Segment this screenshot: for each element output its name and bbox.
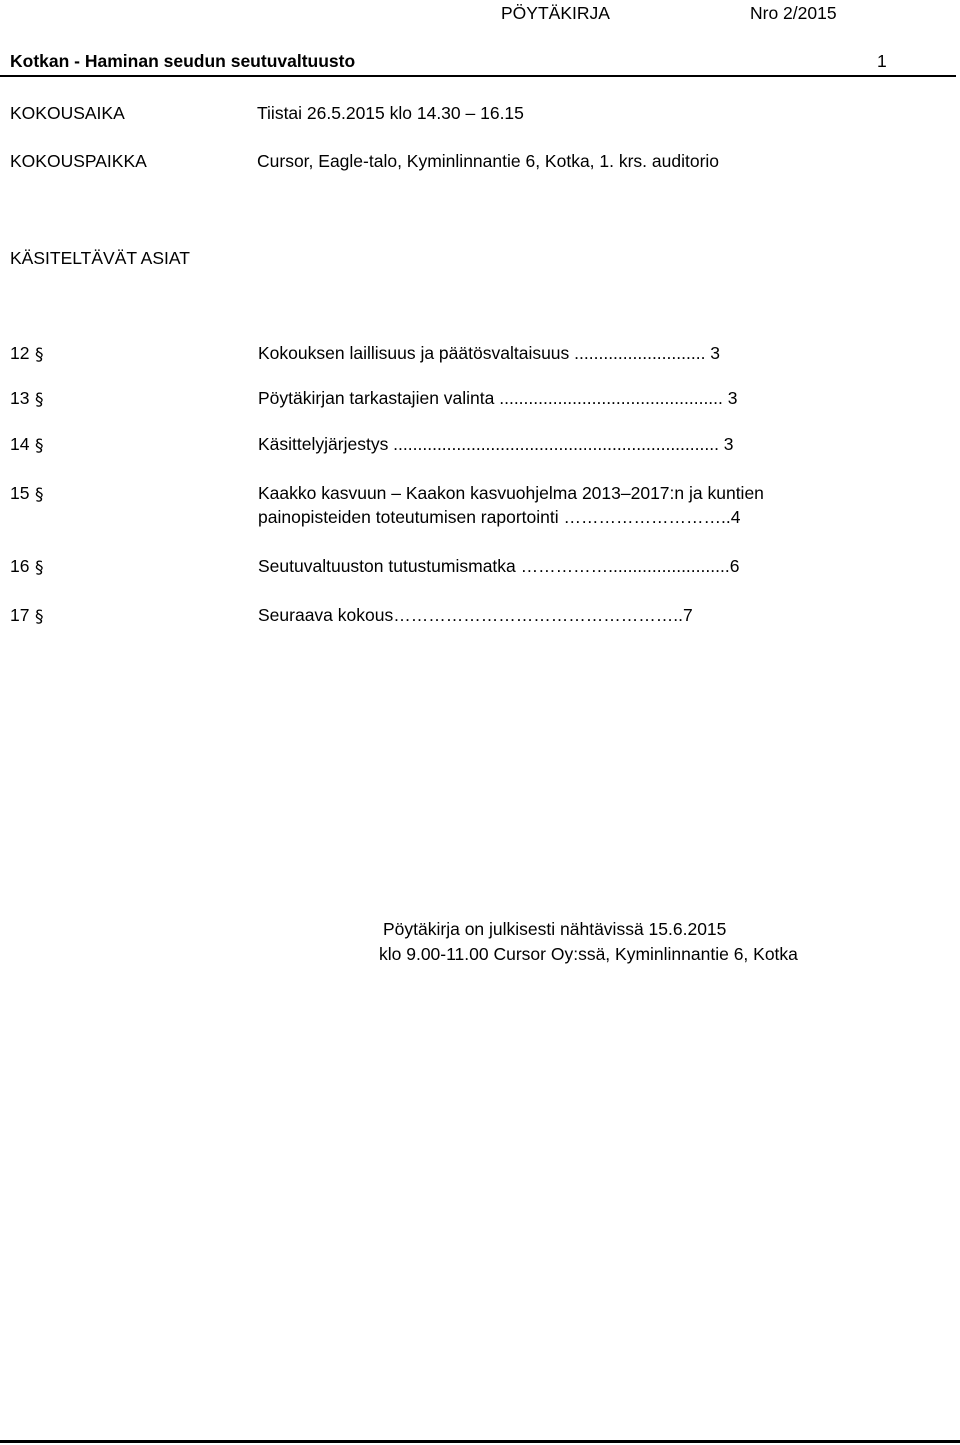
agenda-item-title: Käsittelyjärjestys ................................................................... 3 [258,434,734,454]
agenda-item-title: Kaakko kasvuun – Kaakon kasvuohjelma 2013–2017:n ja kuntien [258,483,764,503]
agenda-item-number: 13 [10,388,30,408]
section-sign-icon [33,482,45,504]
svg-text:§: § [35,485,44,504]
agenda-item-title: Seuraava kokous…………………………………………..7 [258,605,693,625]
header-rule [0,75,956,77]
section-sign-icon [33,555,45,577]
agenda-item-title: Pöytäkirjan tarkastajien valinta .............................................. 3 [258,388,738,408]
meeting-time-value: Tiistai 26.5.2015 klo 14.30 – 16.15 [257,103,524,123]
meeting-place-label: KOKOUSPAIKKA [10,151,147,171]
agenda-item-number: 15 [10,483,30,503]
agenda-item-number: 17 [10,605,30,625]
section-sign-icon [33,342,45,364]
section-sign-icon [33,604,45,626]
meeting-place-value: Cursor, Eagle-talo, Kyminlinnantie 6, Kotka, 1. krs. auditorio [257,151,720,171]
agenda-item-number: 14 [10,434,30,454]
svg-text:§: § [35,345,44,364]
agenda-item-title: Kokouksen laillisuus ja päätösvaltaisuus ........................... 3 [258,343,721,363]
footer-rule [0,1440,960,1443]
document-number: Nro 2/2015 [750,3,837,23]
section-sign-icon [33,387,45,409]
agenda-item-title-continued: painopisteiden toteutumisen raportointi ………………………..4 [258,507,741,527]
agenda-heading: KÄSITELTÄVÄT ASIAT [10,248,190,268]
svg-text:§: § [35,607,44,626]
svg-text:§: § [35,558,44,577]
meeting-time-label: KOKOUSAIKA [10,103,125,123]
document-type: PÖYTÄKIRJA [501,3,610,23]
public-notice-line2: klo 9.00-11.00 Cursor Oy:ssä, Kyminlinnantie 6, Kotka [379,944,798,964]
organization-name: Kotkan - Haminan seudun seutuvaltuusto [10,51,356,71]
svg-text:§: § [35,436,44,455]
svg-text:§: § [35,390,44,409]
agenda-item-number: 16 [10,556,30,576]
page-number: 1 [877,51,887,71]
agenda-item-title: Seutuvaltuuston tutustumismatka …………….........................6 [258,556,740,576]
public-notice-line1: Pöytäkirja on julkisesti nähtävissä 15.6.2015 [383,919,727,939]
agenda-item-number: 12 [10,343,30,363]
section-sign-icon [33,433,45,455]
